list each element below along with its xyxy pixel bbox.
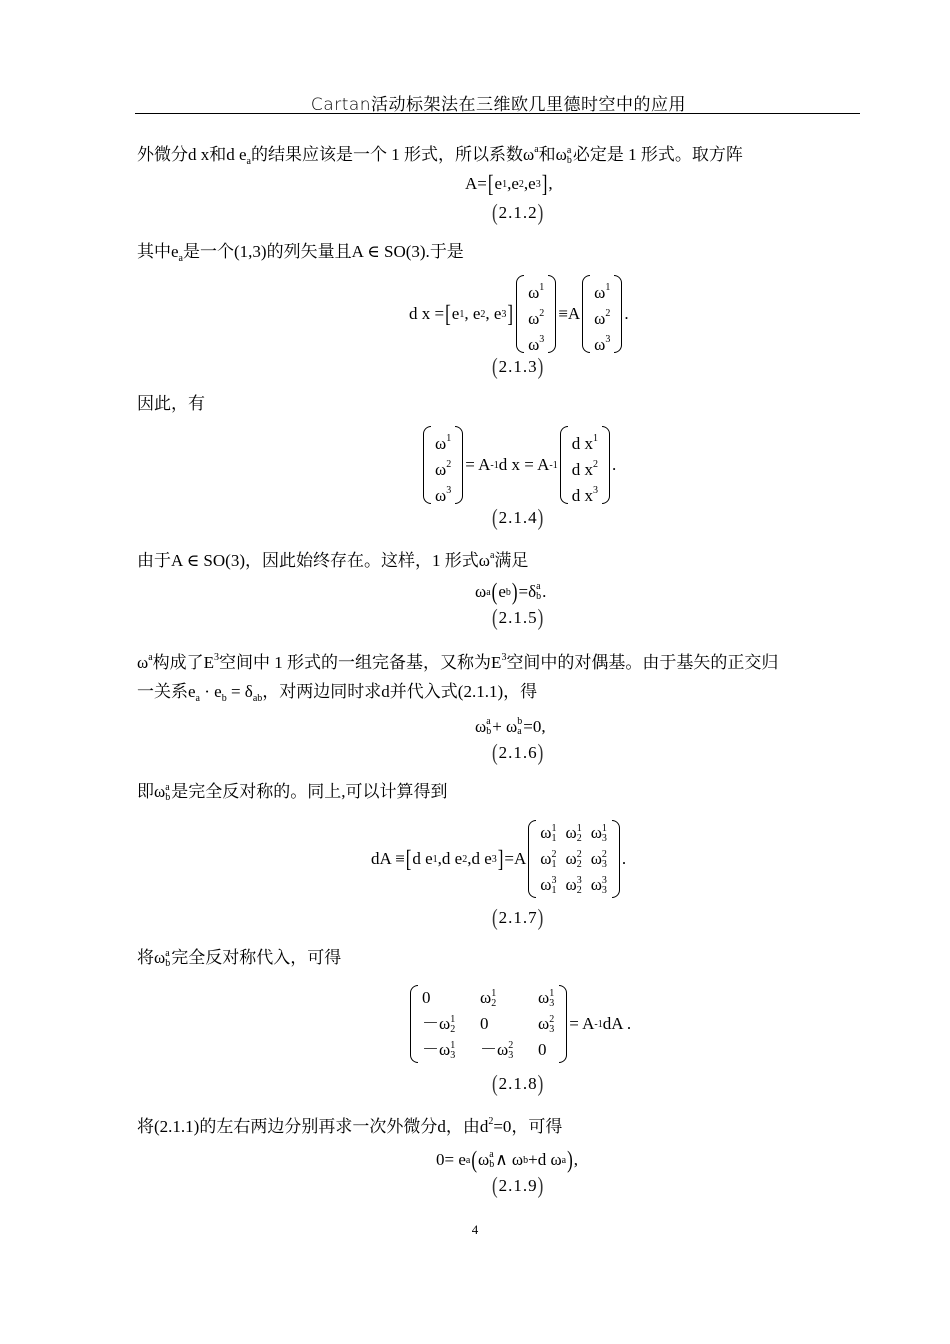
paragraph-3: 因此，有 (137, 394, 205, 413)
equation-number: (2.1.8) (492, 1070, 545, 1097)
equation-number: (2.1.5) (492, 604, 545, 631)
equation-number: (2.1.4) (492, 504, 545, 531)
header-rule (135, 113, 860, 114)
equation-number: (2.1.6) (492, 739, 545, 766)
paragraph-1: 外微分d x和d $e_a$的结果应该是一个 1 形式，所以系数$\omega^a$和ω a b 必定是 1 形式。取方阵 (137, 144, 743, 167)
omega-column-vector: $\omega^1$ $\omega^2$ $\omega^3$ (423, 426, 463, 504)
paragraph-9: 将(2.1.1)的左右两边分别再求一次外微分d，由$d^2=0$，可得 (137, 1116, 563, 1136)
equation-2-1-6: ω a b + ω b a =0, (475, 716, 546, 737)
equation-2-1-8: 0 ω 1 2 ω 1 3 －ω 1 2 0 ω 2 3 －ω 1 3 －ω 2 3 0 = A -1 dA . (408, 985, 631, 1063)
antisymmetric-matrix: 0 ω 1 2 ω 1 3 －ω 1 2 0 ω 2 3 －ω 1 3 －ω 2 3 0 (410, 985, 567, 1063)
paragraph-2: 其中$e_a$是一个(1,3)的列矢量且A ∈ SO(3).于是 (137, 242, 464, 264)
paragraph-8: 将ω a b 完全反对称代入，可得 (137, 948, 342, 970)
connection-matrix: ω 1 1 ω 1 2 ω 1 3 ω 2 1 ω 2 2 ω 2 3 ω 3 1 ω 3 2 ω 3 3 (528, 820, 620, 898)
omega-column-vector: $\omega^1$ $\omega^2$ $\omega^3$ (582, 275, 622, 353)
equation-2-1-5: ω a ( e b ) =δ a b . (475, 577, 547, 606)
paragraph-6: 一关系$e_a \cdot e_b = \delta_{ab}$，对两边同时求d并代入式(2.1.1)，得 (137, 682, 538, 704)
paragraph-4: 由于A ∈ SO(3)，因此始终存在。这样，1 形式$\omega^a$满足 (137, 550, 529, 570)
equation-number: (2.1.7) (492, 904, 545, 931)
equation-2-1-2: A= [ e 1 ,e 2 ,e 3 ] , (465, 169, 553, 198)
running-header: Cartan活动标架法在三维欧几里德时空中的应用 (310, 95, 687, 115)
dx-column-vector: d $x^1$ d $x^2$ d $x^3$ (560, 426, 610, 504)
equation-number: (2.1.9) (492, 1172, 545, 1199)
page-number: 4 (471, 1222, 479, 1237)
omega-column-vector: $\omega^1$ $\omega^2$ $\omega^3$ (516, 275, 556, 353)
equation-number: (2.1.3) (492, 353, 545, 380)
paragraph-5: $\omega^a$构成了$E^3$空间中 1 形式的一组完备基，又称为$E^3$空间中的对偶基。由于基矢的正交归 (137, 652, 779, 672)
equation-number: (2.1.2) (492, 199, 545, 226)
equation-2-1-3: d x = [ e 1 , e 2 , e 3 ] $\omega^1$ $\omega^2$ $\omega^3$ ≡A $\omega^1$ $\omega^2$ $\omega^3$ . (409, 275, 629, 353)
equation-2-1-4: $\omega^1$ $\omega^2$ $\omega^3$ = A -1 d x = A -1 d $x^1$ d $x^2$ d $x^3$ . (421, 426, 616, 504)
paragraph-7: 即ω a b 是完全反对称的。同上,可以计算得到 (137, 782, 448, 804)
equation-2-1-9: 0= e a ( ω a b ∧ ω b +d ω a ) , (436, 1145, 579, 1174)
equation-2-1-7: dA ≡ [ d e 1 ,d e 2 ,d e 3 ] =A ω 1 1 ω 1 2 ω 1 3 ω 2 1 ω 2 2 ω 2 3 ω 3 1 ω 3 2 ω 3 3 . (371, 820, 626, 898)
